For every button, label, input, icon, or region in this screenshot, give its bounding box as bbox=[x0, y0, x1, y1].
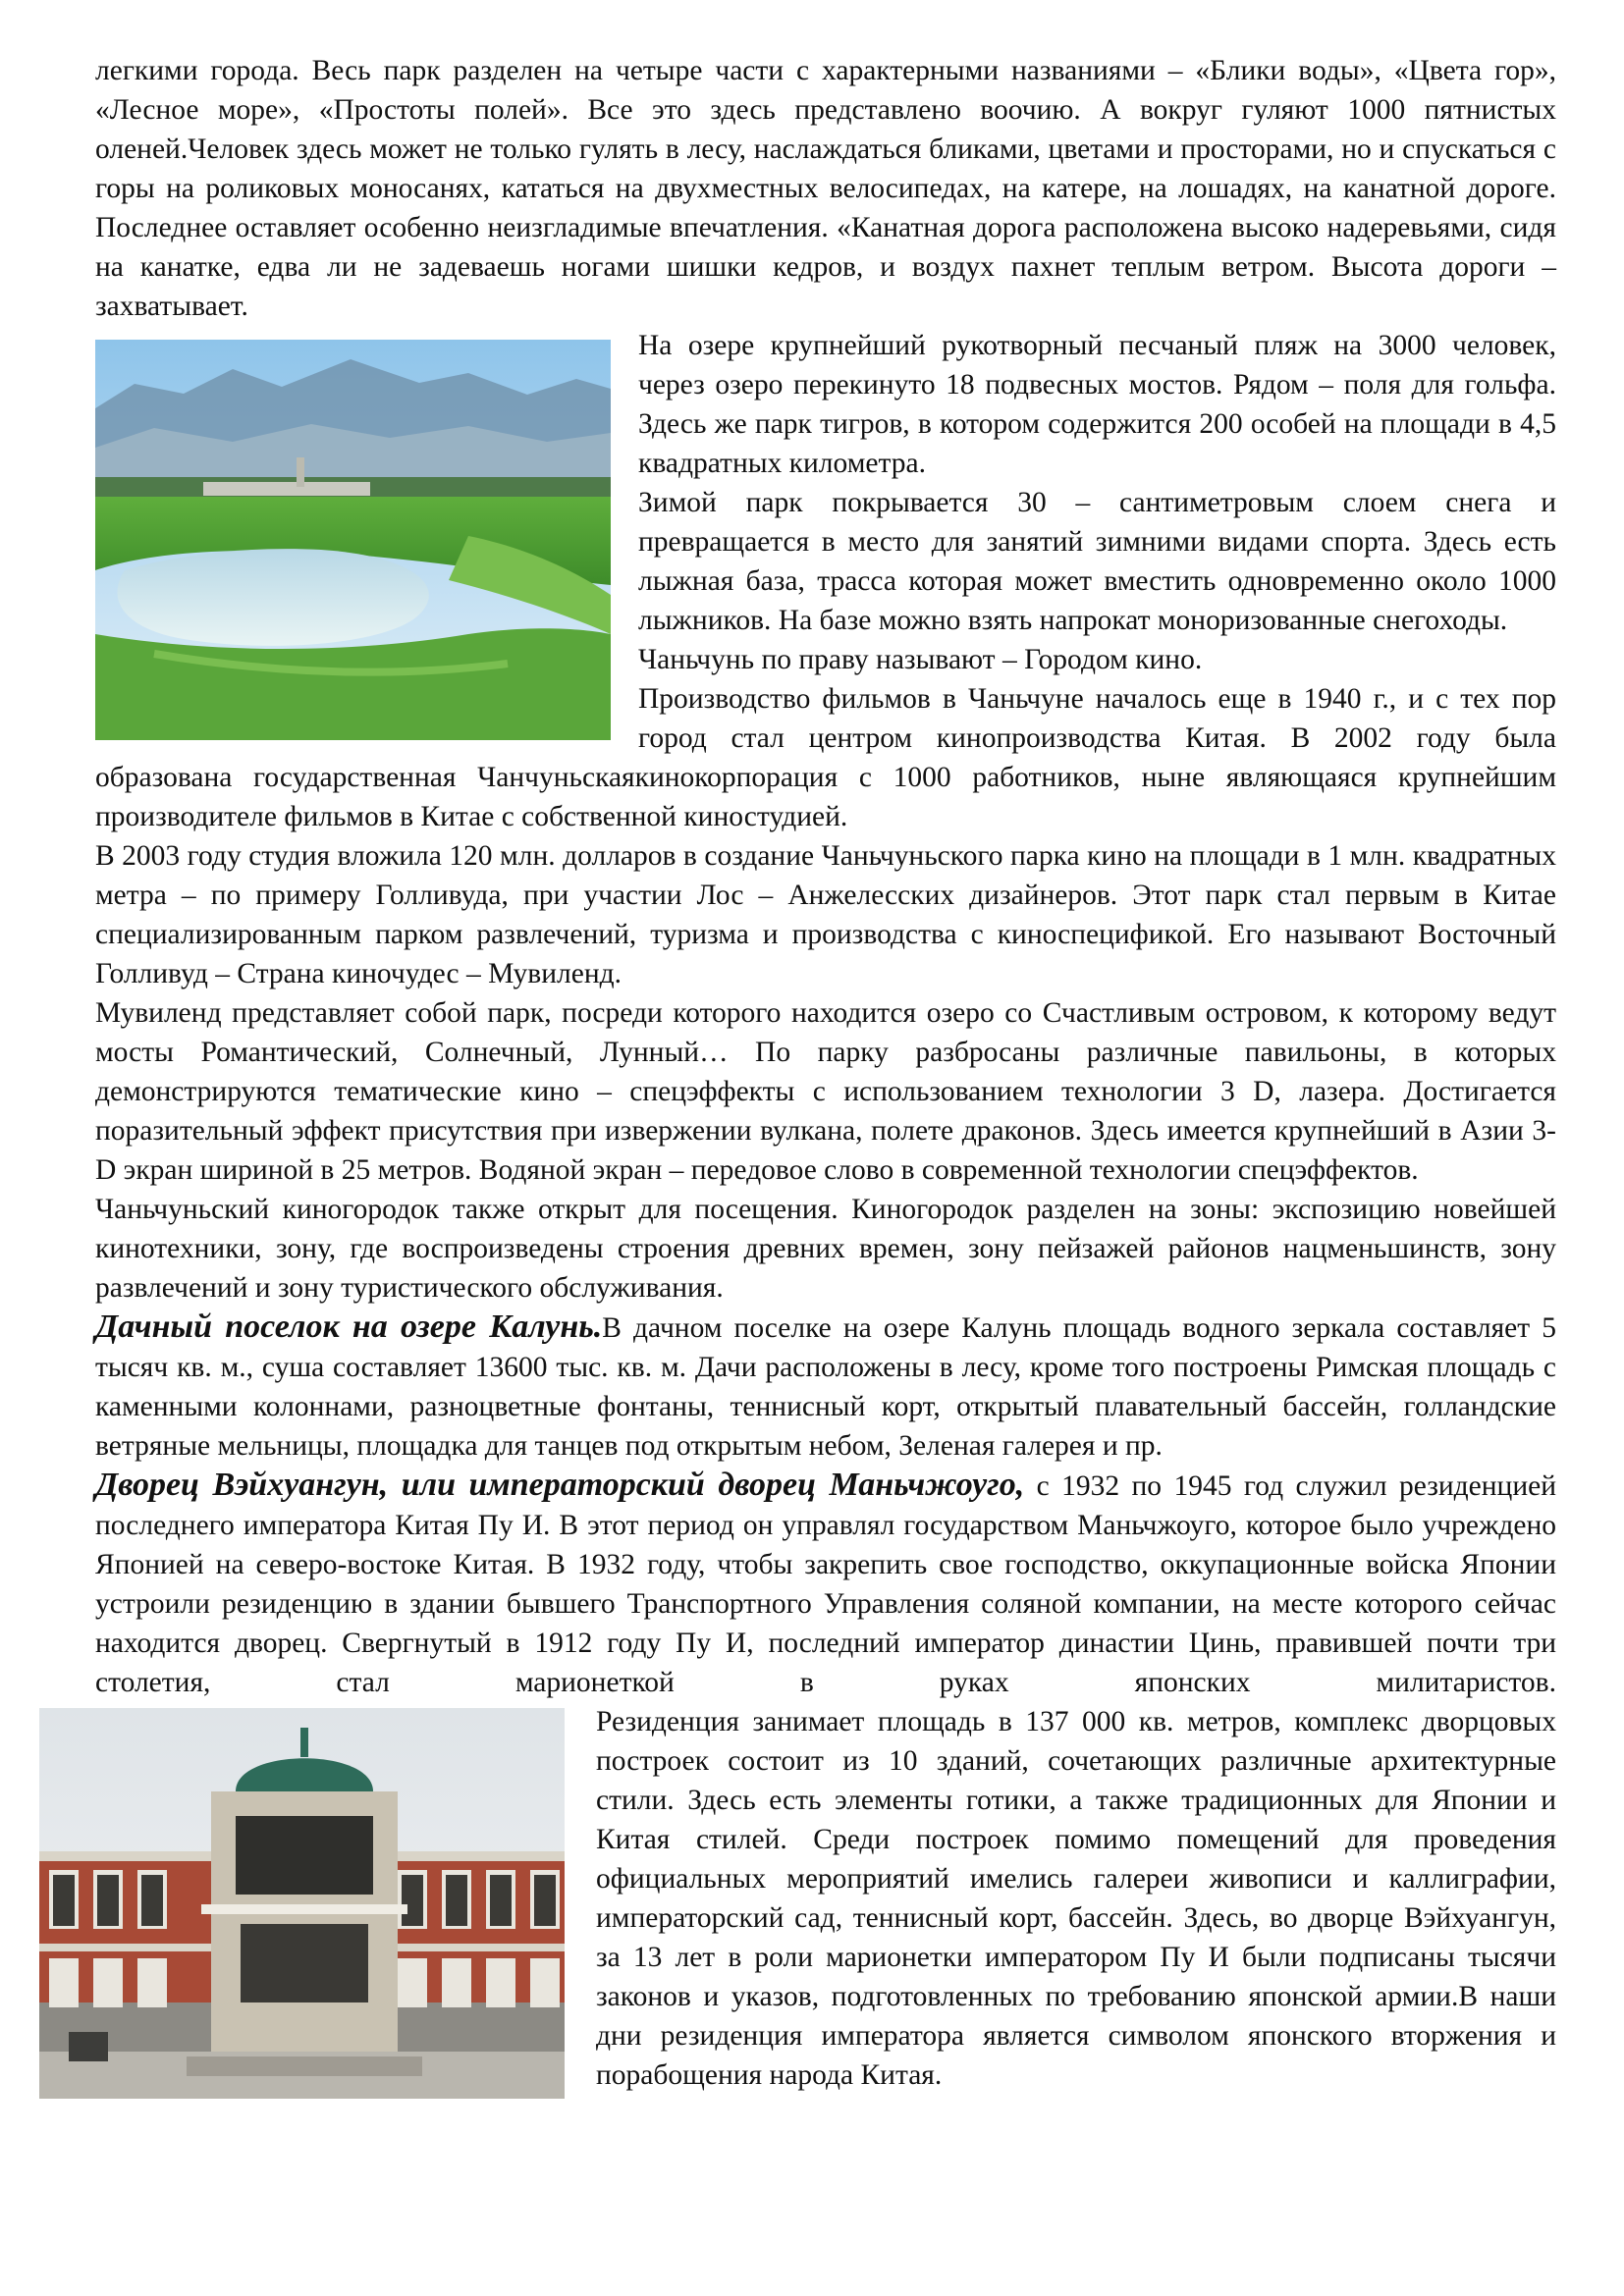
paragraph-film-town: Чаньчуньский киногородок также открыт для посещения. Киногородок разделен на зоны: экспозицию новейшей кинотехники, зону, где воспроизведены строения древних времен, зону пейзажей районов нацменьшинств, зону развлечений и зону туристического обслуживания. bbox=[95, 1194, 1556, 1304]
text-palace: с 1932 по 1945 год служил резиденцией последнего императора Китая Пу И. В этот период он управлял государством Маньчжоуго, которое было учреждено Японией на северо-востоке Китая. В 1932 году, чтобы закрепить свое господство, оккупационные войска Японии устроили резиденцию в здании бывшего Транспортного Управления соляной компании, на месте которого сейчас находится дворец. Свергнутый в 1912 году Пу И, последний император династии Цинь, правившей почти три столетия, стал марионеткой в руках японских милитаристов. bbox=[95, 1470, 1556, 1698]
paragraph-palace bbox=[95, 1466, 1556, 1702]
paragraph-film-park: В 2003 году студия вложила 120 млн. долларов в создание Чаньчуньского парка кино на площади в 1 млн. квадратных метра – по примеру Голливуда, при участии Лос – Анжелесских дизайнеров. Этот парк стал первым в Китае специализированным парком развлечений, туризма и производства с киноспецификой. Его называют Восточный Голливуд – Страна киночудес – Мувиленд. bbox=[95, 840, 1556, 989]
paragraph-film-production: Производство фильмов в Чаньчуне началось еще в 1940 г., и с тех пор город стал центром кинопроизводства Китая. В 2002 году была образована государственная Чанчуньскаякинокорпорация с 1000 работников, ныне являющаяся крупнейшим производителе фильмов в Китае с собственной киностудией. bbox=[95, 683, 1556, 832]
document-page bbox=[95, 51, 1556, 2103]
heading-kalun-lake: Дачный поселок на озере Калунь. bbox=[95, 1308, 603, 1345]
heading-palace: Дворец Вэйхуангун, или императорский дворец Маньчжоуго, bbox=[95, 1467, 1025, 1503]
paragraph-movieland: Мувиленд представляет собой парк, посреди которого находится озеро со Счастливым островом, к которому ведут мосты Романтический, Солнечный, Лунный… По парку разбросаны различные павильоны, в которых демонстрируются тематические кино – спецэффекты с использованием технологии 3 D, лазера. Достигается поразительный эффект присутствия при извержении вулкана, полете драконов. Здесь имеется крупнейший в Азии 3- D экран шириной в 25 метров. Водяной экран – передовое слово в современной технологии спецэффектов. bbox=[95, 997, 1556, 1186]
paragraph-city-of-cinema: Чаньчунь по праву называют – Городом кино. bbox=[638, 644, 1203, 675]
text-kalun-lake: В дачном поселке на озере Калунь площадь водного зеркала составляет 5 тысяч кв. м., суша составляет 13600 тыс. кв. м. Дачи расположены в лесу, кроме того построены Римская площадь с каменными колоннами, разноцветные фонтаны, теннисный корт, открытый плавательный бассейн, голландские ветряные мельницы, площадка для танцев под открытым небом, Зеленая галерея и пр. bbox=[95, 1312, 1556, 1462]
palace-photo bbox=[39, 1708, 565, 2099]
paragraph-winter: Зимой парк покрывается 30 – сантиметровым слоем снега и превращается в место для занятий зимними видами спорта. Здесь есть лыжная база, трасса которая может вместить одновременно около 1000 лыжников. На базе можно взять напрокат моноризованные снегоходы. bbox=[638, 487, 1556, 636]
golf-lake-photo bbox=[95, 340, 611, 740]
palace-building-image bbox=[39, 1708, 565, 2099]
paragraph-kalun-lake bbox=[95, 1308, 1556, 1466]
golf-lake-landscape-image bbox=[95, 340, 611, 740]
paragraph-park-parts: легкими города. Весь парк разделен на четыре части с характерными названиями – «Блики воды», «Цвета гор», «Лесное море», «Простоты полей». Все это здесь представлено воочию. А вокруг гуляют 1000 пятнистых оленей.Человек здесь может не только гулять в лесу, наслаждаться бликами, цветами и просторами, но и спускаться с горы на роликовых моносанях, кататься на двухместных велосипедах, на катере, на лошадях, на канатной дороге. Последнее оставляет особенно неизгладимые впечатления. «Канатная дорога расположена высоко надеревьями, сидя на канатке, едва ли не задеваешь ногами шишки кедров, и воздух пахнет теплым ветром. Высота дороги – захватывает. bbox=[95, 55, 1556, 322]
paragraph-beach: На озере крупнейший рукотворный песчаный пляж на 3000 человек, через озеро перекинуто 18 подвесных мостов. Рядом – поля для гольфа. Здесь же парк тигров, в котором содержится 200 особей на площади в 4,5 квадратных километра. bbox=[638, 330, 1556, 479]
paragraph-residence: Резиденция занимает площадь в 137 000 кв. метров, комплекс дворцовых построек состоит из 10 зданий, сочетающих различные архитектурные стили. Здесь есть элементы готики, а также традиционных для Японии и Китая стилей. Среди построек помимо помещений для проведения официальных мероприятий имелись галереи живописи и каллиграфии, императорский сад, теннисный корт, бассейн. Здесь, во дворце Вэйхуангун, за 13 лет в роли марионетки императором Пу И были подписаны тысячи законов и указов, подготовленных по требованию японской армии.В наши дни резиденция императора является символом японского вторжения и порабощения народа Китая. bbox=[596, 1706, 1556, 2091]
